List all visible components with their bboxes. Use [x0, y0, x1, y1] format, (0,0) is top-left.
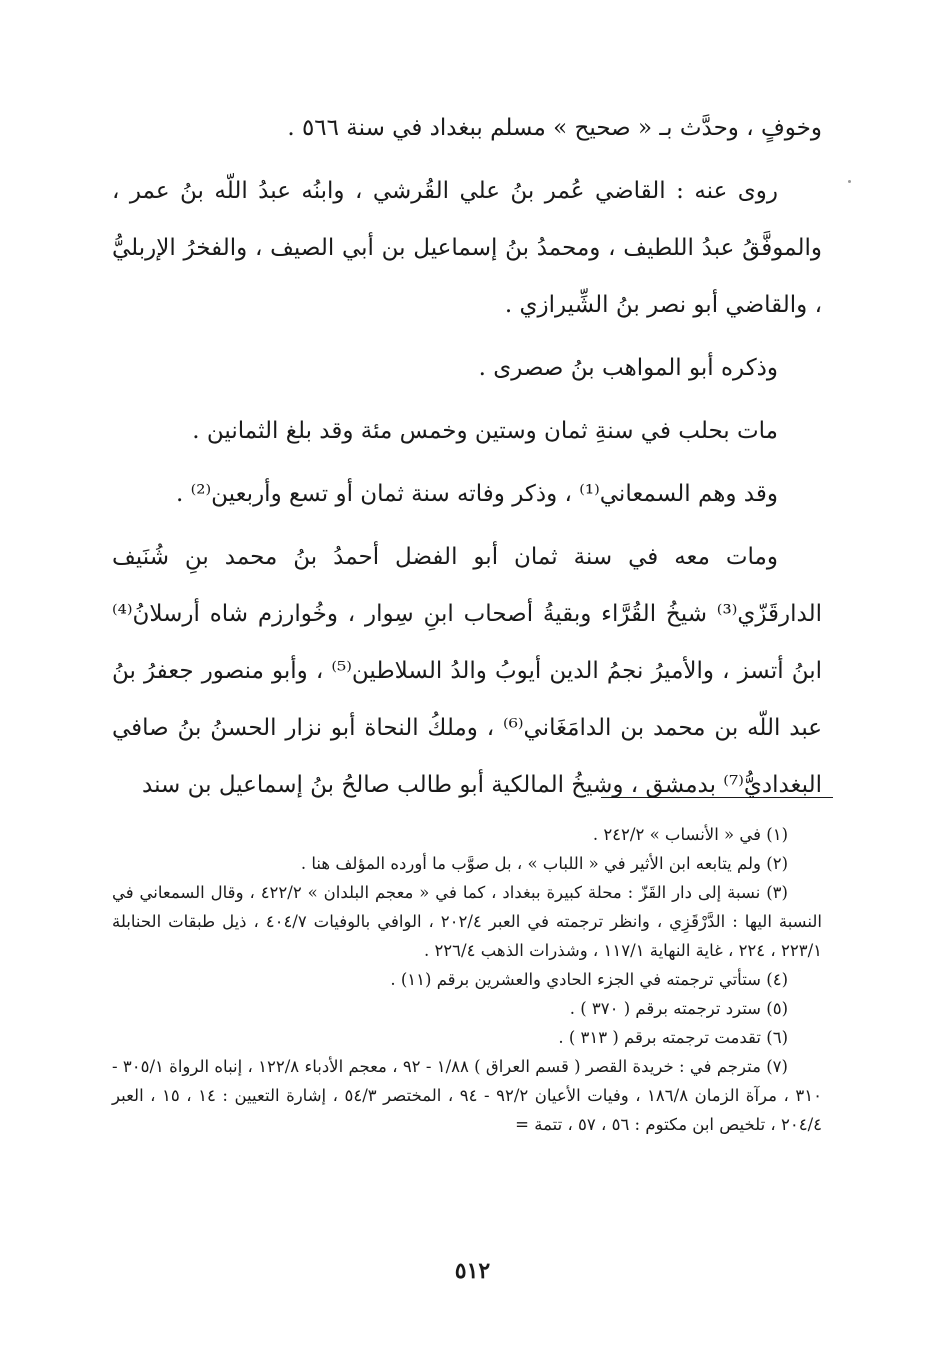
- paragraph-continuation: وخوفٍ ، وحدَّث بـ « صحيح » مسلم ببغداد في سنة ٥٦٦ .: [287, 115, 822, 141]
- paragraph-death: مات بحلب في سنةِ ثمان وستين وخمس مئة وقد بلغ الثمانين .: [192, 418, 778, 444]
- footnote-1: (١) في « الأنساب » ٢٤٢/٢ .: [592, 825, 788, 844]
- footnote-2: (٢) ولم يتابعه ابن الأثير في « اللباب » ، بل صوَّب ما أورده المؤلف هنا .: [300, 854, 788, 873]
- paragraph-narrators: روى عنه : القاضي عُمر بنُ علي القُرشي ، وابنُه عبدُ اللّه بنُ عمر ، والموفَّقُ عبدُ اللطيف ، ومحمدُ بنُ إسماعيل بن أبي الصيف ، والفخرُ الإربليُّ ، والقاضي أبو نصر بنُ الشِّيرازي .: [112, 178, 822, 318]
- main-text: [112, 100, 822, 814]
- scan-speck: [848, 180, 851, 183]
- footnote-5: (٥) سترد ترجمته برقم ( ٣٧٠ ) .: [569, 999, 788, 1018]
- page-number: ٥١٢: [454, 1258, 491, 1284]
- paragraph-mention: وذكره أبو المواهب بنُ صصرى .: [478, 355, 778, 381]
- paragraph-contemporaries: ومات معه في سنة ثمان أبو الفضل أحمدُ بنُ محمد بنِ شُنَيف الدارقَزّي⁽³⁾ شيخُ القُرَّاء وبقيةُ أصحاب ابنِ سِوار ، وخُوارزم شاه أرسلانُ⁽⁴⁾ ابنُ أتسز ، والأميرُ نجمُ الدين أيوبُ والدُ السلاطين⁽⁵⁾ ، وأبو منصور جعفرُ بنُ عبد اللّه بن محمد بن الدامَغَاني⁽⁶⁾ ، وملكُ النحاة أبو نزار الحسنُ بنُ صافي البغداديُّ⁽⁷⁾ بدمشق ، وشيخُ المالكية أبو طالب صالحُ بنُ إسماعيل بن سند: [112, 544, 823, 798]
- footnote-3: (٣) نسبة إلى دار القَزّ : محلة كبيرة ببغداد ، كما في « معجم البلدان » ٤٢٢/٢ ، وقال السمعاني في النسبة اليها : الدَّرْقَزِي ، وانظر ترجمته في العبر ٢٠٢/٤ ، الوافي بالوفيات ٤٠٤/٧ ، ذيل طبقات الحنابلة ٢٢٣/١ ، ٢٢٤ ، غاية النهاية ١١٧/١ ، وشذرات الذهب ٢٢٦/٤ .: [112, 883, 822, 960]
- footnote-6: (٦) تقدمت ترجمته برقم ( ٣١٣ ) .: [558, 1028, 788, 1047]
- footnote-4: (٤) ستأتي ترجمته في الجزء الحادي والعشرين برقم (١١) .: [390, 970, 788, 989]
- footnote-divider: [601, 797, 833, 798]
- footnotes: [112, 820, 822, 1139]
- paragraph-sama'ani: وقد وهم السمعاني⁽¹⁾ ، وذكر وفاته سنة ثمان أو تسع وأربعين⁽²⁾ .: [175, 481, 778, 507]
- footnote-7: (٧) مترجم في : خريدة القصر ( قسم العراق ) ١/٨٨ - ٩٢ ، معجم الأدباء ١٢٢/٨ ، إنباه الرواة ٣٠٥/١ - ٣١٠ ، مرآة الزمان ١٨٦/٨ ، وفيات الأعيان ٩٢/٢ - ٩٤ ، المختصر ٥٤/٣ ، إشارة التعيين : ١٤ ، ١٥ ، العبر ٢٠٤/٤ ، تلخيص ابن مكتوم : ٥٦ ، ٥٧ ، تتمة =: [112, 1057, 822, 1134]
